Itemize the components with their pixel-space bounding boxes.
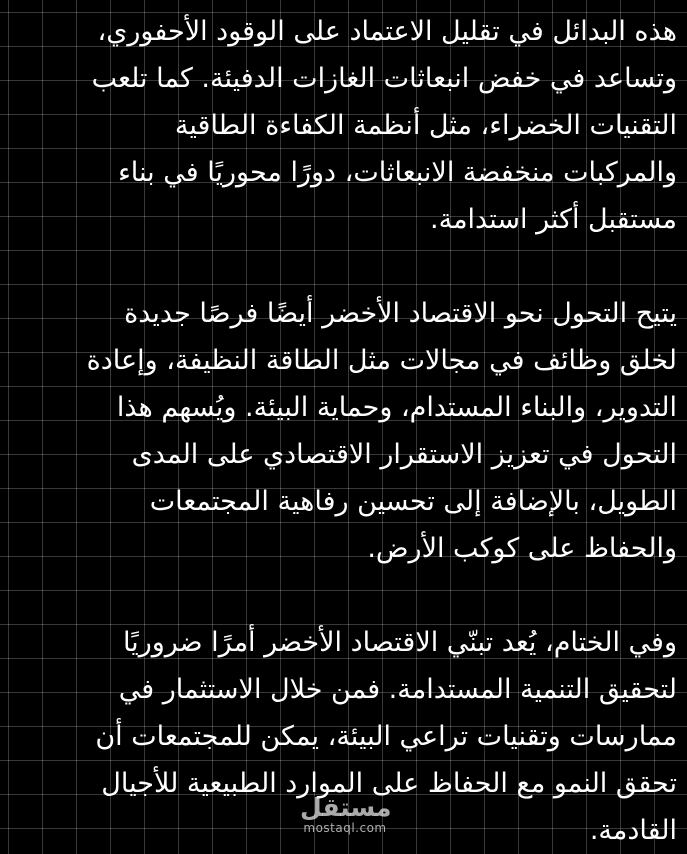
- text-line: لخلق وظائف في مجالات مثل الطاقة النظيفة، وإعادة: [86, 345, 677, 376]
- text-line: التحول في تعزيز الاستقرار الاقتصادي على المدى: [131, 439, 677, 470]
- article-text: [38, 8, 677, 854]
- text-line: والحفاظ على كوكب الأرض.: [367, 533, 677, 564]
- text-line: التدوير، والبناء المستدام، وحماية البيئة. ويُسهم هذا: [116, 392, 677, 423]
- text-line: وتساعد في خفض انبعاثات الغازات الدفيئة. كما تلعب: [91, 63, 677, 94]
- text-line: لتحقيق التنمية المستدامة. فمن خلال الاستثمار في: [118, 674, 677, 705]
- text-line: يتيح التحول نحو الاقتصاد الأخضر أيضًا فرصًا جديدة: [124, 298, 677, 329]
- text-line: الطويل، بالإضافة إلى تحسين رفاهية المجتمعات: [149, 486, 677, 517]
- paragraph-1: [38, 8, 677, 243]
- text-line: التقنيات الخضراء، مثل أنظمة الكفاءة الطاقية: [174, 110, 677, 141]
- mostaql-watermark: [300, 794, 390, 834]
- text-line: مستقبل أكثر استدامة.: [430, 204, 677, 235]
- text-line: هذه البدائل في تقليل الاعتماد على الوقود الأحفوري،: [97, 16, 677, 47]
- text-line: القادمة.: [589, 815, 677, 846]
- text-line: وفي الختام، يُعد تبنّي الاقتصاد الأخضر أمرًا ضروريًا: [122, 627, 677, 658]
- text-line: تحقق النمو مع الحفاظ على الموارد الطبيعية للأجيال: [101, 768, 677, 799]
- watermark-domain: mostaql.com: [303, 821, 387, 835]
- watermark-logo-text: مستقل: [300, 793, 392, 822]
- text-line: ممارسات وتقنيات تراعي البيئة، يمكن للمجتمعات أن: [95, 721, 677, 752]
- text-line: والمركبات منخفضة الانبعاثات، دورًا محوريًا في بناء: [118, 157, 677, 188]
- paragraph-2: [38, 290, 677, 572]
